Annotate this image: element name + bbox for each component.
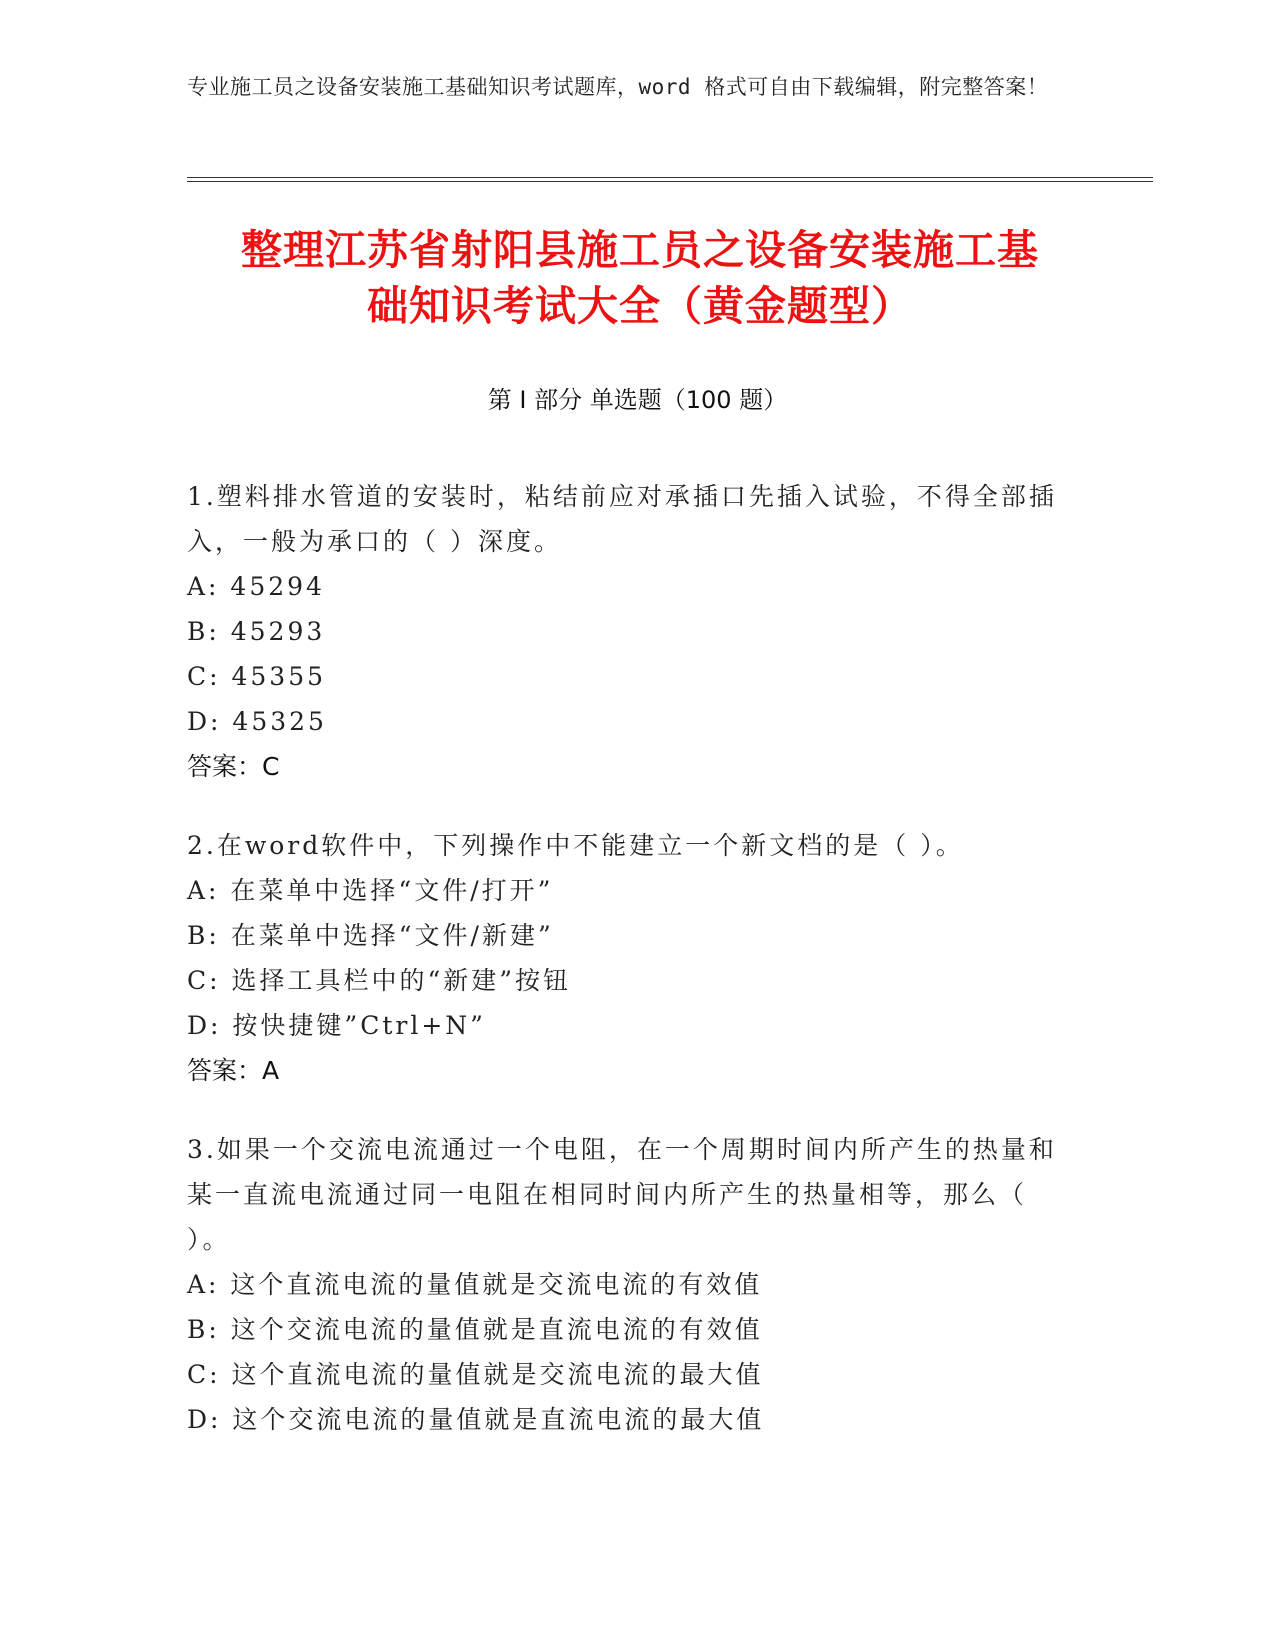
option-b: B: 在菜单中选择“文件/新建” [187,921,554,950]
question-stem: 3.如果一个交流电流通过一个电阻，在一个周期时间内所产生的热量和某一直流电流通过同一电阻在相同时间内所产生的热量相等，那么（ ）。 [187,1135,1057,1254]
option-a: A: 这个直流电流的量值就是交流电流的有效值 [187,1270,763,1299]
question-3 [187,1127,1067,1442]
option-c: C: 45355 [187,662,327,691]
option-b: B: 45293 [187,617,326,646]
option-a: A: 在菜单中选择“文件/打开” [187,876,554,905]
option-b: B: 这个交流电流的量值就是直流电流的有效值 [187,1315,763,1344]
question-stem: 2.在word软件中，下列操作中不能建立一个新文档的是（ ）。 [187,831,964,860]
question-1 [187,474,1067,789]
document-title [180,222,1100,334]
answer-text: 答案：C [187,752,280,781]
option-c: C: 这个直流电流的量值就是交流电流的最大值 [187,1360,764,1389]
header-note: 专业施工员之设备安装施工基础知识考试题库，word 格式可自由下载编辑，附完整答案！ [187,75,1049,99]
option-a: A: 45294 [187,572,325,601]
question-stem: 1.塑料排水管道的安装时，粘结前应对承插口先插入试验，不得全部插入，一般为承口的（ ）深度。 [187,482,1057,556]
option-d: D: 45325 [187,707,327,736]
answer-text: 答案：A [187,1056,280,1085]
section-title: 第 I 部分 单选题（100 题） [487,386,788,414]
header-divider-bottom [187,181,1153,182]
option-d: D: 按快捷键”Ctrl+N” [187,1011,486,1040]
question-list [187,474,1067,1476]
option-d: D: 这个交流电流的量值就是直流电流的最大值 [187,1405,765,1434]
document-title-line-1: 整理江苏省射阳县施工员之设备安装施工基 [241,226,1039,274]
option-c: C: 选择工具栏中的“新建”按钮 [187,966,572,995]
document-title-line-2: 础知识考试大全（黄金题型） [367,282,913,330]
header-divider-top [187,177,1153,178]
question-2 [187,823,1067,1093]
